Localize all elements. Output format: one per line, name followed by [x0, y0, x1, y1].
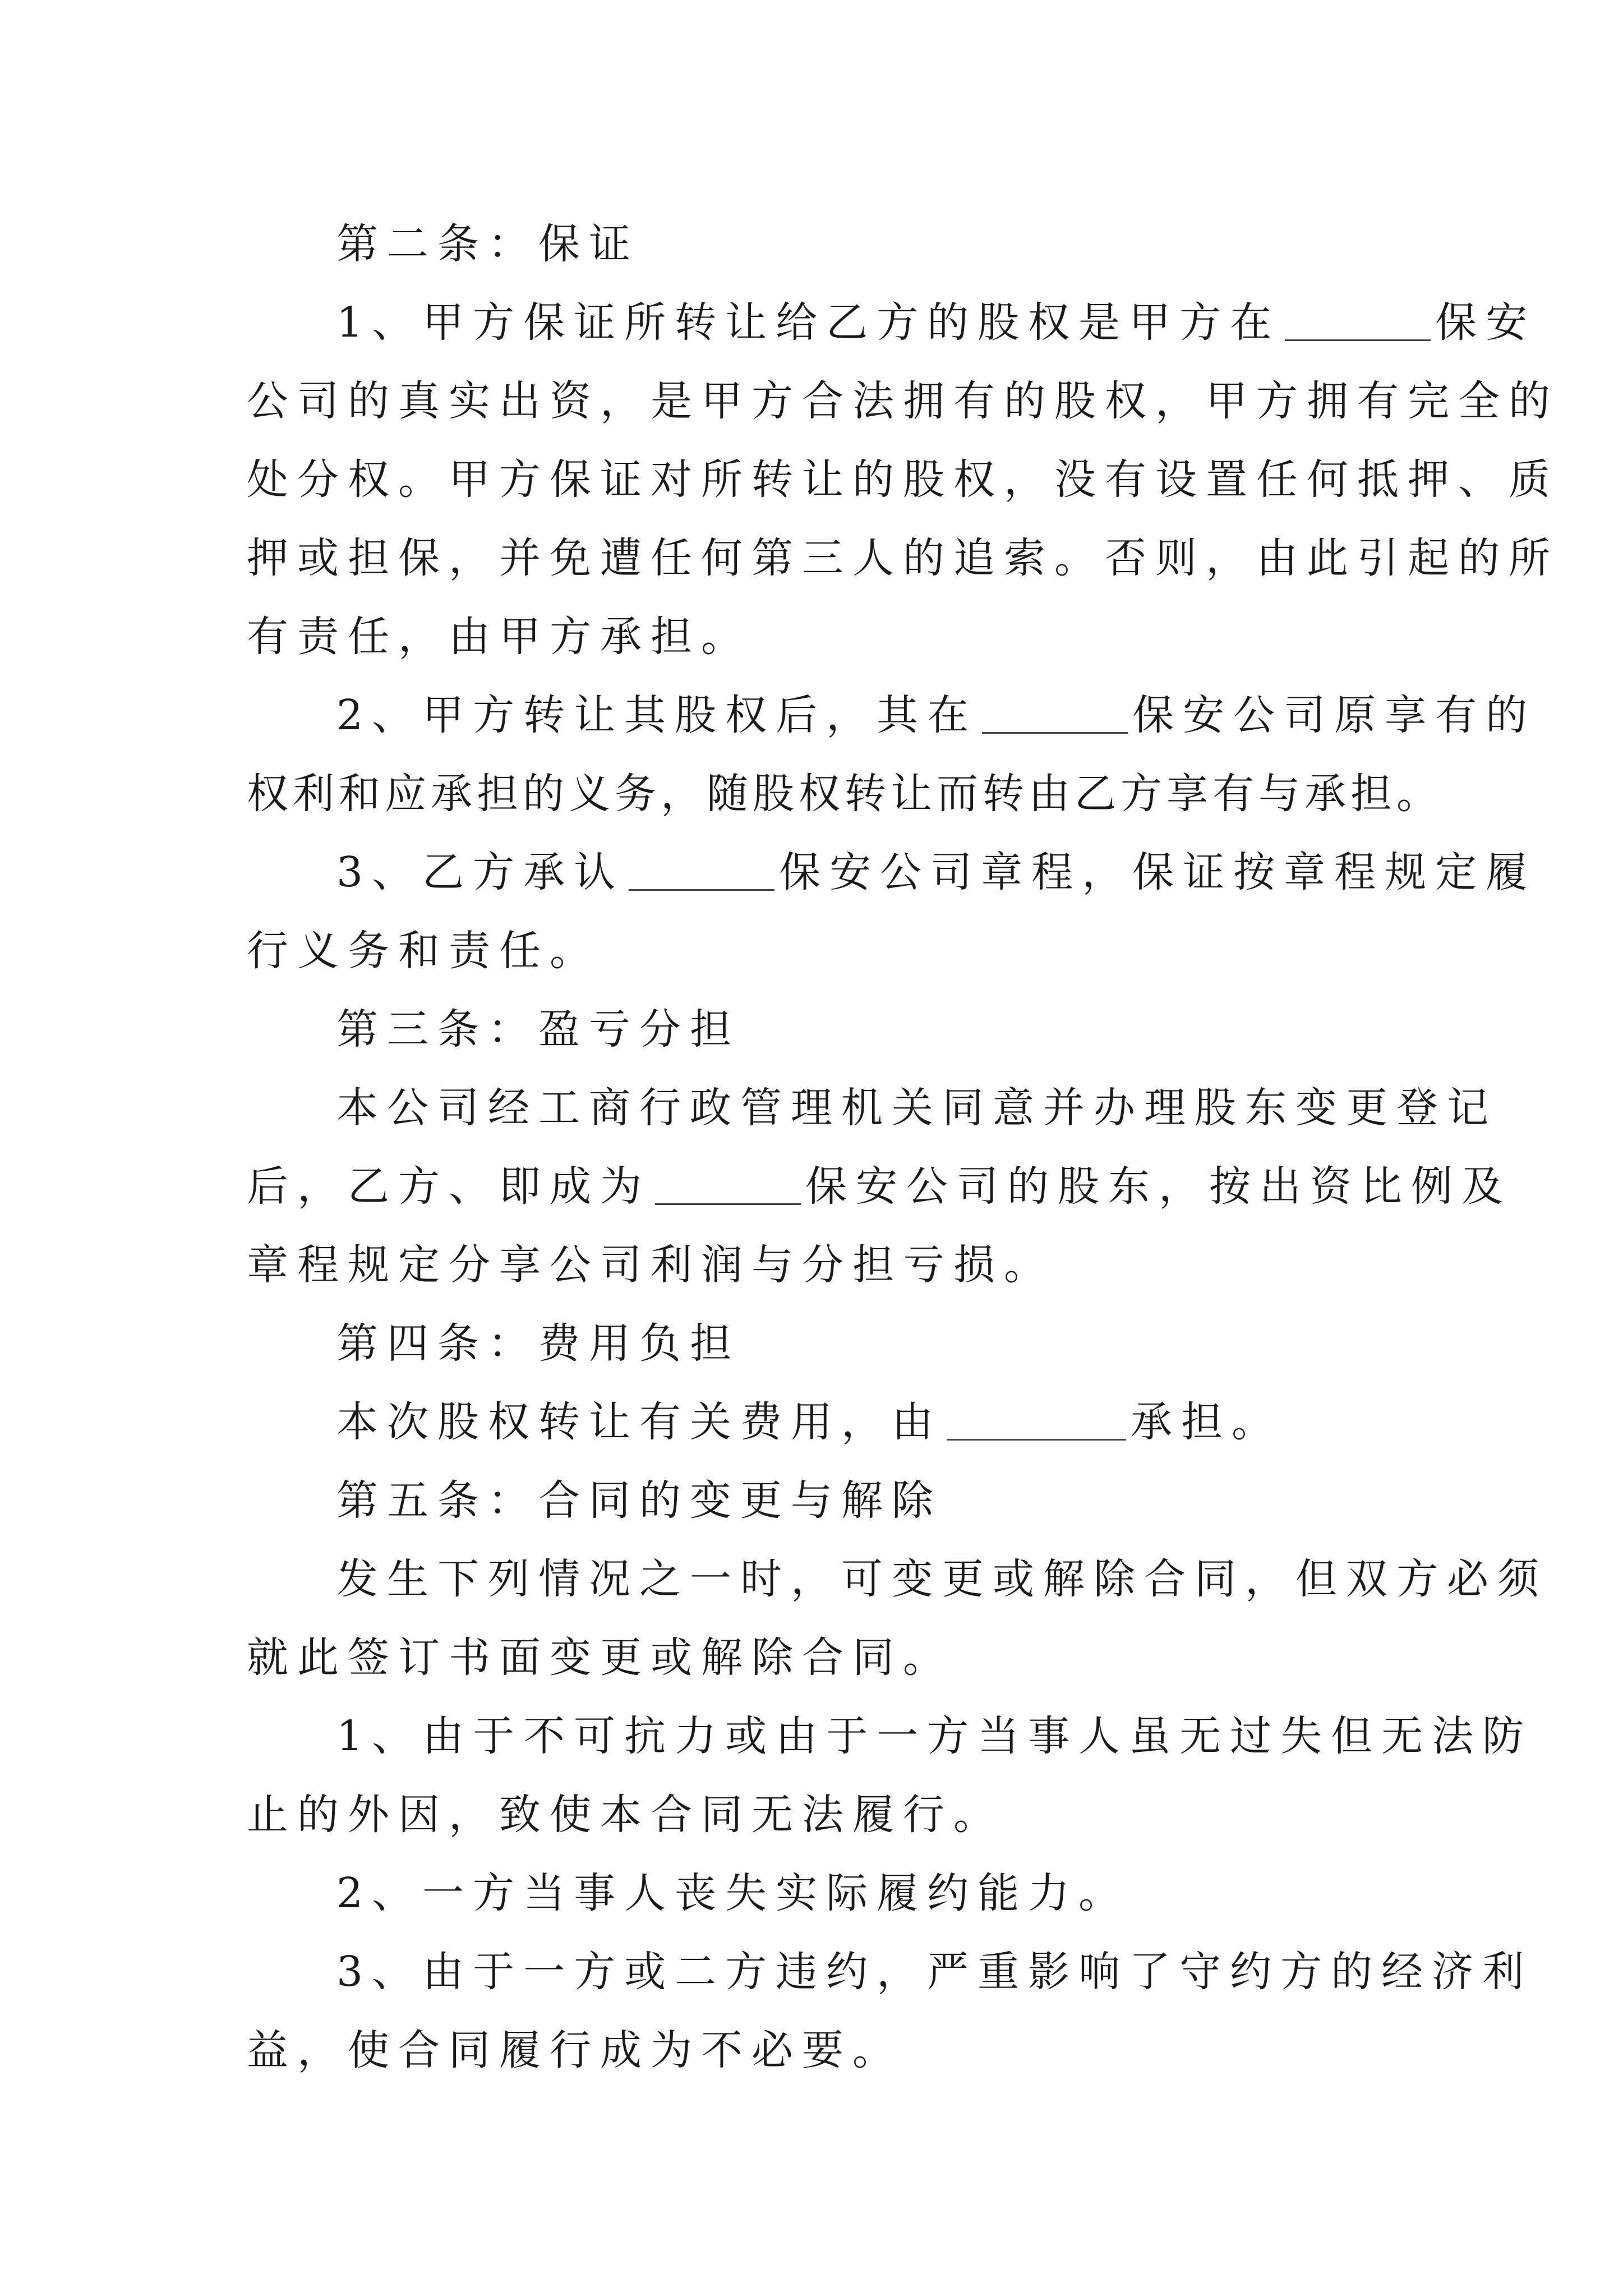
text-span: 权利和应承担的义务，随股权转让而转由乙方享有与承担。	[247, 770, 1442, 818]
text-span: 押或担保，并免遭任何第三人的追索。否则，由此引起的所	[247, 534, 1559, 582]
paragraph-line	[247, 1226, 1413, 1304]
fill-in-blank	[1285, 306, 1431, 341]
article-2-heading	[336, 205, 1413, 283]
fill-in-blank	[947, 1405, 1126, 1441]
heading-text: 第五条：合同的变更与解除	[336, 1476, 942, 1525]
paragraph-line	[247, 597, 1413, 676]
paragraph-line	[336, 1697, 1533, 1775]
article-5-heading	[336, 1461, 1413, 1540]
text-span: 后，乙方、即成为	[247, 1162, 651, 1211]
paragraph-line	[336, 283, 1537, 362]
paragraph-line	[336, 1932, 1533, 2011]
text-span: 保安公司原享有的	[1132, 691, 1537, 739]
text-span: 本公司经工商行政管理机关同意并办理股东变更登记	[336, 1084, 1497, 1132]
text-span: 3、乙方承认	[336, 848, 625, 896]
paragraph-line	[247, 1775, 1413, 1854]
text-span: 有责任，由甲方承担。	[247, 613, 751, 661]
paragraph-line	[247, 1147, 1512, 1226]
text-span: 2、甲方转让其股权后，其在	[336, 691, 978, 739]
paragraph-line	[336, 1540, 1548, 1618]
text-span: 益，使合同履行成为不必要。	[247, 2026, 903, 2074]
text-span: 1、甲方保证所转让给乙方的股权是甲方在	[336, 298, 1281, 347]
text-span: 就此签订书面变更或解除合同。	[247, 1634, 953, 1682]
paragraph-line	[336, 833, 1537, 912]
text-span: 行义务和责任。	[247, 927, 600, 975]
text-span: 本次股权转让有关费用，由	[336, 1398, 942, 1446]
text-span: 止的外因，致使本合同无法履行。	[247, 1791, 1004, 1839]
article-3-heading	[336, 990, 1413, 1069]
paragraph-line	[247, 2011, 1413, 2090]
text-span: 章程规定分享公司利润与分担亏损。	[247, 1241, 1054, 1289]
text-span: 保安公司章程，保证按章程规定履	[779, 848, 1537, 896]
text-span: 处分权。甲方保证对所转让的股权，没有设置任何抵押、质	[247, 455, 1559, 504]
paragraph-line	[336, 1854, 1413, 1932]
text-span: 保安公司的股东，按出资比例及	[805, 1162, 1512, 1211]
paragraph-line	[336, 676, 1537, 754]
paragraph-line	[247, 912, 1413, 990]
text-span: 1、由于不可抗力或由于一方当事人虽无过失但无法防	[336, 1712, 1533, 1760]
text-span: 发生下列情况之一时，可变更或解除合同，但双方必须	[336, 1555, 1548, 1603]
paragraph-line	[336, 1383, 1413, 1461]
paragraph-line	[247, 519, 1559, 597]
heading-text: 第三条：盈亏分担	[336, 1005, 740, 1053]
paragraph-line	[336, 1069, 1497, 1147]
heading-text: 第二条：保证	[336, 220, 639, 268]
paragraph-line	[247, 1618, 1413, 1697]
article-4-heading	[336, 1304, 1413, 1383]
fill-in-blank	[655, 1170, 801, 1205]
paragraph-line	[247, 440, 1559, 519]
text-span: 承担。	[1131, 1398, 1282, 1446]
paragraph-line	[247, 362, 1559, 440]
text-span: 公司的真实出资，是甲方合法拥有的股权，甲方拥有完全的	[247, 377, 1559, 425]
heading-text: 第四条：费用负担	[336, 1319, 740, 1368]
text-span: 3、由于一方或二方违约，严重影响了守约方的经济利	[336, 1948, 1533, 1996]
fill-in-blank	[982, 698, 1128, 734]
text-span: 2、一方当事人丧失实际履约能力。	[336, 1869, 1129, 1917]
text-span: 保安	[1435, 298, 1537, 347]
paragraph-line	[247, 754, 1442, 833]
fill-in-blank	[629, 855, 774, 891]
